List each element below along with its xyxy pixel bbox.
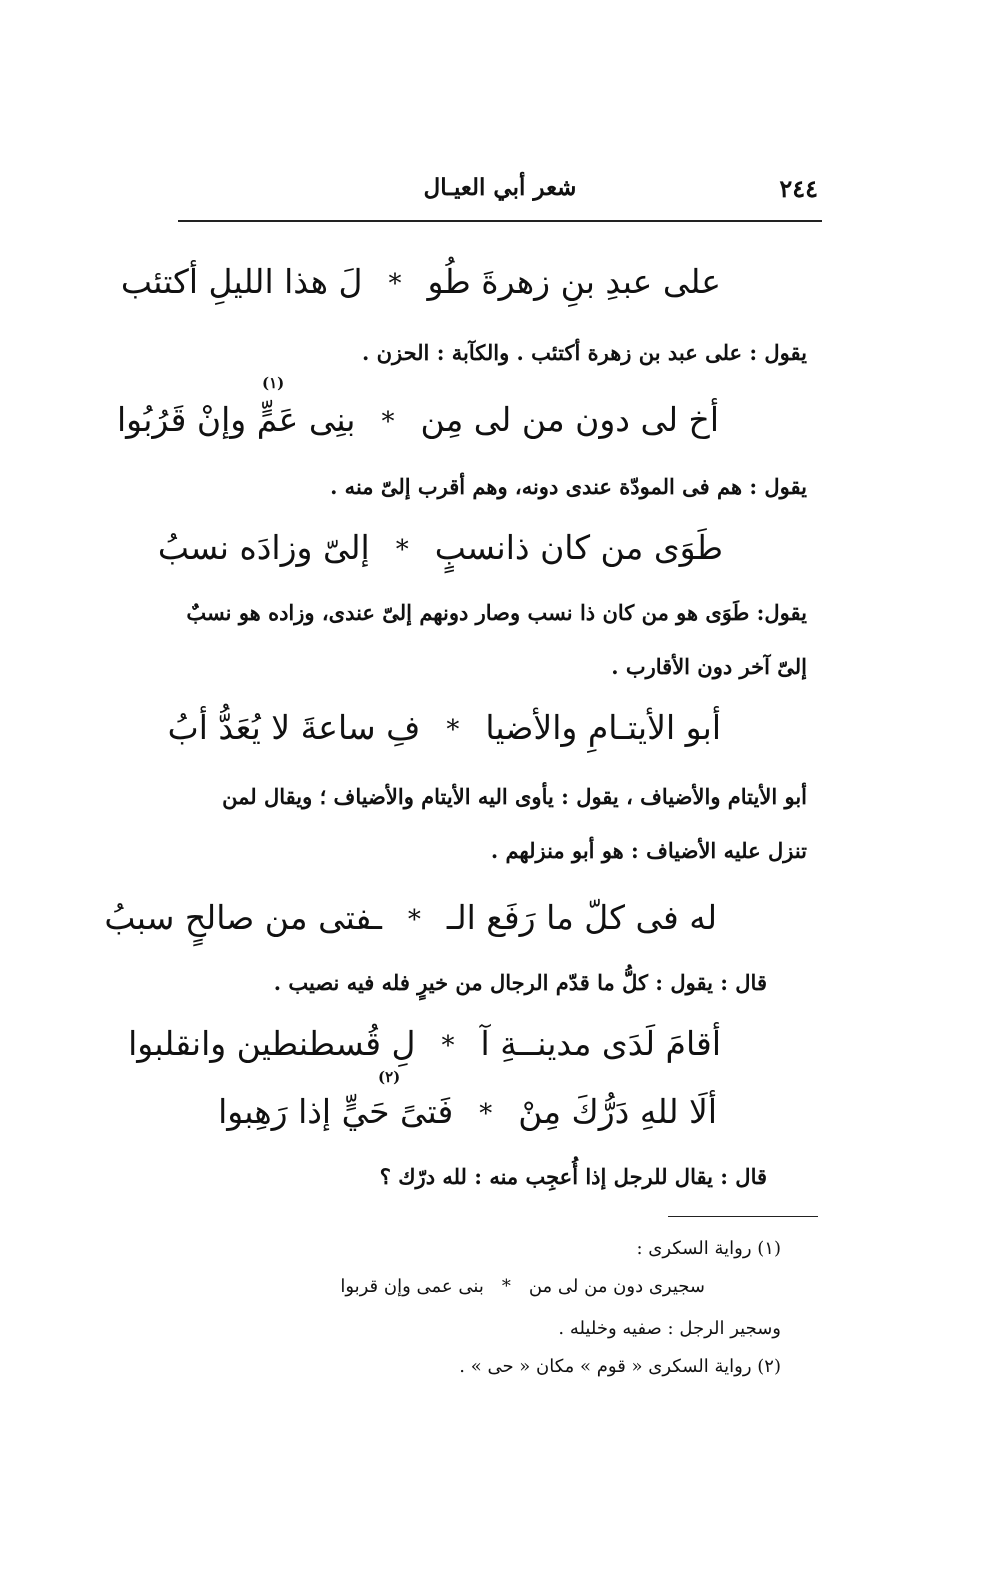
footnote-rule	[668, 1216, 818, 1217]
comment-4-cont: تنزل عليه الأضياف : هو أبو منزلهم .	[490, 838, 807, 863]
verse-separator: *	[446, 715, 460, 745]
running-title: شعر أبي العيـال	[423, 174, 577, 201]
verse-separator: *	[407, 905, 421, 935]
verse-hemistich-first: على عبدِ بنِ زهرةَ طُو	[427, 262, 721, 301]
verse-separator: *	[381, 407, 395, 437]
verse-hemistich-first: أخ لى دون من لى مِن	[420, 400, 719, 439]
footnote-1-second: بنى عمى وإن قربوا	[340, 1276, 484, 1297]
comment-2: يقول : هم فى المودّة عندى دونه، وهم أقرب إلىّ منه .	[330, 474, 807, 499]
footnote-1-verse	[340, 1276, 705, 1297]
verse-hemistich-first: له فى كلّ ما رَفَع الـ	[446, 898, 717, 937]
verse-hemistich-first: ألَا للهِ دَرُّكَ مِنْ	[518, 1092, 717, 1131]
verse-separator: *	[395, 535, 409, 565]
verse-hemistich-second: ـفتى من صالحٍ سببُ	[104, 898, 382, 937]
page-header	[178, 168, 822, 212]
comment-6: قال : يقال للرجل إذا أُعجِب منه : لله درّك ؟	[379, 1164, 767, 1189]
footnote-marker: (١)	[262, 374, 285, 392]
footnote-marker: (٢)	[378, 1068, 401, 1086]
verse-hemistich-first: طَوَى من كان ذانسبٍ	[434, 528, 723, 567]
verse-hemistich-second: لِ قُسطنطين وانقلبوا	[128, 1024, 416, 1063]
verse-separator: *	[479, 1099, 493, 1129]
footnote-2: (٢) رواية السكرى « قوم » مكان « حى » .	[459, 1356, 781, 1377]
footnote-1-label: (١) رواية السكرى :	[636, 1238, 781, 1259]
verse-3	[158, 528, 723, 567]
page-number: ٢٤٤	[779, 174, 818, 203]
footnote-1-first: سجيرى دون من لى من	[528, 1276, 705, 1297]
verse-hemistich-second: بنِى عَمٍّ وإنْ قَرُبُوا	[117, 400, 356, 439]
comment-5: قال : يقول : كلُّ ما قدّم الرجال من خيرٍ فله فيه نصيب .	[273, 970, 767, 995]
verse-hemistich-second: فِ ساعةَ لا يُعَدُّ أبُ	[167, 708, 421, 747]
verse-separator: *	[441, 1031, 455, 1061]
verse-hemistich-second: فَتىً حَيٍّ إذا رَهِبوا	[218, 1092, 454, 1131]
verse-1	[121, 262, 721, 301]
verse-hemistich-second: إلىّ وزادَه نسبُ	[157, 528, 370, 567]
footnote-1-gloss: وسجير الرجل : صفيه وخليله .	[558, 1318, 781, 1339]
comment-1: يقول : على عبد بن زهرة أكتئب . والكآبة : الحزن .	[361, 340, 807, 365]
verse-6	[128, 1024, 721, 1063]
verse-separator: *	[501, 1276, 511, 1297]
verse-7	[218, 1092, 717, 1131]
verse-2	[117, 400, 719, 439]
comment-4: أبو الأيتام والأضياف ، يقول : يأوى اليه الأيتام والأضياف ؛ ويقال لمن	[222, 784, 807, 809]
comment-3: يقول: طَوَى هو من كان ذا نسب وصار دونهم إلىّ عندى، وزاده هو نسبٌ	[186, 600, 807, 625]
verse-hemistich-first: أقامَ لَدَى مدينــةِ آ	[480, 1024, 721, 1063]
verse-5	[104, 898, 717, 937]
verse-separator: *	[388, 269, 402, 299]
verse-4	[168, 708, 721, 747]
verse-hemistich-first: أبو الأيتـامِ والأضيا	[485, 708, 721, 747]
header-rule	[178, 220, 822, 222]
verse-hemistich-second: لَ هذا الليلِ أكتئب	[120, 262, 363, 301]
comment-3-cont: إلىّ آخر دون الأقارب .	[611, 654, 807, 679]
